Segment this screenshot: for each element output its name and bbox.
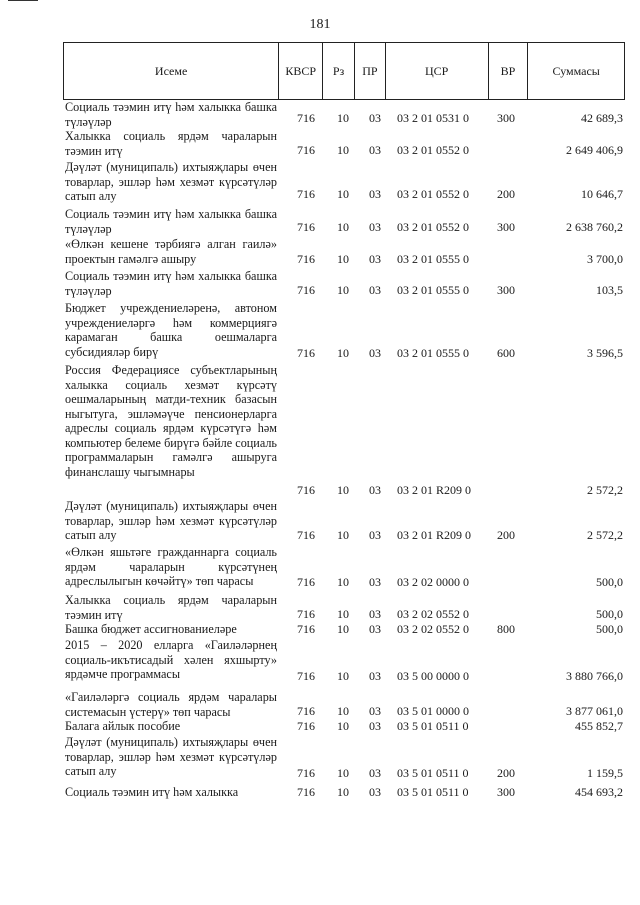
row-csr: 03 5 01 0511 0 xyxy=(397,719,469,733)
row-vr: 600 xyxy=(497,346,515,360)
row-vr: 300 xyxy=(497,785,515,799)
row-csr: 03 2 01 0555 0 xyxy=(397,346,469,360)
row-kvsr: 716 xyxy=(297,111,315,125)
row-name: Дәүләт (муниципаль) ихтыяҗлары өчен товарлар, эшләр һәм хезмәт күрсәтүләр сатып алу xyxy=(65,735,277,778)
row-name: Россия Федерациясе субъектларының халыкка социаль хезмәт күрсәтү оешмаларының матди-техник базасын ныгытуга, эшләмәүче пенсионерларга адреслы социаль ярдәм күрсәтүгә һәм компьютер белеме бирүгә бәйле социаль программаларын гамәлгә ашыруга финанслашу чыгымнары xyxy=(65,363,277,479)
row-pr: 03 xyxy=(369,719,381,733)
row-csr: 03 5 01 0000 0 xyxy=(397,704,469,718)
row-kvsr: 716 xyxy=(297,187,315,201)
row-name: «Өлкән яшьтәге гражданнарга социаль ярдәм чараларын күрсәтүнең адреслылыгын көчәйтү» төп чарасы xyxy=(65,545,277,588)
table-row xyxy=(63,545,625,593)
row-name: Башка бюджет ассигнованиеләре xyxy=(65,622,237,636)
row-name: Балага айлык пособие xyxy=(65,719,181,733)
row-name: «Гаиләләргә социаль ярдәм чаралары системасын үстерү» төп чарасы xyxy=(65,690,277,719)
row-rz: 10 xyxy=(337,220,349,234)
row-rz: 10 xyxy=(337,766,349,780)
row-kvsr: 716 xyxy=(297,252,315,266)
row-rz: 10 xyxy=(337,575,349,589)
row-pr: 03 xyxy=(369,622,381,636)
row-sum: 3 877 061,0 xyxy=(566,704,623,718)
table-row xyxy=(63,207,625,237)
row-pr: 03 xyxy=(369,528,381,542)
row-pr: 03 xyxy=(369,704,381,718)
row-pr: 03 xyxy=(369,143,381,157)
table-row xyxy=(63,363,625,499)
row-kvsr: 716 xyxy=(297,483,315,497)
page-number: 181 xyxy=(309,17,331,32)
row-kvsr: 716 xyxy=(297,704,315,718)
table-header xyxy=(63,42,625,100)
row-pr: 03 xyxy=(369,766,381,780)
row-sum: 500,0 xyxy=(596,575,623,589)
table-row xyxy=(63,593,625,622)
row-rz: 10 xyxy=(337,483,349,497)
row-csr: 03 2 01 0555 0 xyxy=(397,283,469,297)
row-pr: 03 xyxy=(369,483,381,497)
table-row xyxy=(63,719,625,735)
row-name: 2015 – 2020 елларга «Гаиләләрнең социаль-икътисадый хәлен яхшырту» ярдәмче программасы xyxy=(65,638,277,681)
header-csr: ЦСР xyxy=(386,43,489,99)
row-pr: 03 xyxy=(369,111,381,125)
row-sum: 2 572,2 xyxy=(587,483,623,497)
row-csr: 03 5 00 0000 0 xyxy=(397,669,469,683)
row-kvsr: 716 xyxy=(297,785,315,799)
header-name: Исеме xyxy=(64,43,279,99)
row-sum: 500,0 xyxy=(596,607,623,621)
row-vr: 800 xyxy=(497,622,515,636)
header-sum: Суммасы xyxy=(552,63,600,78)
row-csr: 03 2 02 0552 0 xyxy=(397,622,469,636)
row-kvsr: 716 xyxy=(297,669,315,683)
row-sum: 10 646,7 xyxy=(581,187,623,201)
row-csr: 03 2 01 0552 0 xyxy=(397,220,469,234)
row-rz: 10 xyxy=(337,607,349,621)
row-name: Социаль тәэмин итү һәм халыкка башка түләүләр xyxy=(65,207,277,236)
table-row xyxy=(63,269,625,301)
row-sum: 2 572,2 xyxy=(587,528,623,542)
row-rz: 10 xyxy=(337,704,349,718)
row-name: Социаль тәэмин итү һәм халыкка башка түләүләр xyxy=(65,269,277,298)
table-row xyxy=(63,499,625,545)
row-rz: 10 xyxy=(337,111,349,125)
row-rz: 10 xyxy=(337,346,349,360)
row-kvsr: 716 xyxy=(297,283,315,297)
row-pr: 03 xyxy=(369,785,381,799)
table-row xyxy=(63,100,625,129)
row-kvsr: 716 xyxy=(297,346,315,360)
row-vr: 300 xyxy=(497,283,515,297)
row-rz: 10 xyxy=(337,719,349,733)
row-csr: 03 2 01 0531 0 xyxy=(397,111,469,125)
row-pr: 03 xyxy=(369,346,381,360)
row-csr: 03 2 01 R209 0 xyxy=(397,528,472,542)
row-vr: 200 xyxy=(497,766,515,780)
table-row xyxy=(63,622,625,638)
row-sum: 2 649 406,9 xyxy=(566,143,623,157)
row-rz: 10 xyxy=(337,622,349,636)
row-name: Бюджет учреждениеләренә, автоном учреждениеләргә һәм коммерциягә карамаган башка оешмаларга субсидияләр бирү xyxy=(65,301,277,359)
table-row xyxy=(63,785,625,803)
row-kvsr: 716 xyxy=(297,575,315,589)
row-sum: 42 689,3 xyxy=(581,111,623,125)
row-sum: 500,0 xyxy=(596,622,623,636)
row-kvsr: 716 xyxy=(297,719,315,733)
row-vr: 200 xyxy=(497,187,515,201)
row-sum: 454 693,2 xyxy=(575,785,623,799)
row-rz: 10 xyxy=(337,143,349,157)
row-kvsr: 716 xyxy=(297,607,315,621)
row-csr: 03 2 01 R209 0 xyxy=(397,483,472,497)
row-sum: 3 880 766,0 xyxy=(566,669,623,683)
row-kvsr: 716 xyxy=(297,220,315,234)
header-vr: ВР xyxy=(489,43,529,99)
header-rz: Рз xyxy=(323,43,355,99)
row-sum: 2 638 760,2 xyxy=(566,220,623,234)
row-vr: 200 xyxy=(497,528,515,542)
row-pr: 03 xyxy=(369,220,381,234)
row-name: Дәүләт (муниципаль) ихтыяҗлары өчен товарлар, эшләр һәм хезмәт күрсәтүләр сатып алу xyxy=(65,499,277,542)
row-rz: 10 xyxy=(337,669,349,683)
row-name: «Өлкән кешене тәрбиягә алган гаилә» проектын гамәлгә ашыру xyxy=(65,237,277,266)
row-pr: 03 xyxy=(369,669,381,683)
row-csr: 03 2 01 0555 0 xyxy=(397,252,469,266)
header-pr: ПР xyxy=(355,43,386,99)
table-row xyxy=(63,638,625,690)
row-name: Дәүләт (муниципаль) ихтыяҗлары өчен товарлар, эшләр һәм хезмәт күрсәтүләр сатып алу xyxy=(65,160,277,203)
row-pr: 03 xyxy=(369,187,381,201)
row-pr: 03 xyxy=(369,283,381,297)
row-csr: 03 2 02 0000 0 xyxy=(397,575,469,589)
row-pr: 03 xyxy=(369,575,381,589)
table-row xyxy=(63,690,625,719)
row-csr: 03 5 01 0511 0 xyxy=(397,785,469,799)
row-vr: 300 xyxy=(497,220,515,234)
row-sum: 103,5 xyxy=(596,283,623,297)
row-vr: 300 xyxy=(497,111,515,125)
row-kvsr: 716 xyxy=(297,143,315,157)
header-kvsr: КВСР xyxy=(279,43,323,99)
row-name: Социаль тәэмин итү һәм халыкка xyxy=(65,785,239,799)
table-row xyxy=(63,301,625,363)
row-rz: 10 xyxy=(337,283,349,297)
row-sum: 3 700,0 xyxy=(587,252,623,266)
row-csr: 03 2 01 0552 0 xyxy=(397,187,469,201)
row-rz: 10 xyxy=(337,785,349,799)
row-pr: 03 xyxy=(369,252,381,266)
row-sum: 1 159,5 xyxy=(587,766,623,780)
row-kvsr: 716 xyxy=(297,528,315,542)
table-body xyxy=(63,100,625,803)
row-sum: 455 852,7 xyxy=(575,719,623,733)
row-kvsr: 716 xyxy=(297,622,315,636)
table-row xyxy=(63,735,625,785)
row-kvsr: 716 xyxy=(297,766,315,780)
row-rz: 10 xyxy=(337,187,349,201)
corner-mark xyxy=(8,0,38,1)
row-csr: 03 2 01 0552 0 xyxy=(397,143,469,157)
table-row xyxy=(63,129,625,160)
row-name: Социаль тәэмин итү һәм халыкка башка түләүләр xyxy=(65,100,277,129)
row-rz: 10 xyxy=(337,252,349,266)
row-pr: 03 xyxy=(369,607,381,621)
row-csr: 03 2 02 0552 0 xyxy=(397,607,469,621)
table-row xyxy=(63,237,625,269)
row-name: Халыкка социаль ярдәм чараларын тәэмин итү xyxy=(65,129,277,158)
row-name: Халыкка социаль ярдәм чараларын тәэмин итү xyxy=(65,593,277,622)
row-rz: 10 xyxy=(337,528,349,542)
row-csr: 03 5 01 0511 0 xyxy=(397,766,469,780)
table-row xyxy=(63,160,625,207)
row-sum: 3 596,5 xyxy=(587,346,623,360)
